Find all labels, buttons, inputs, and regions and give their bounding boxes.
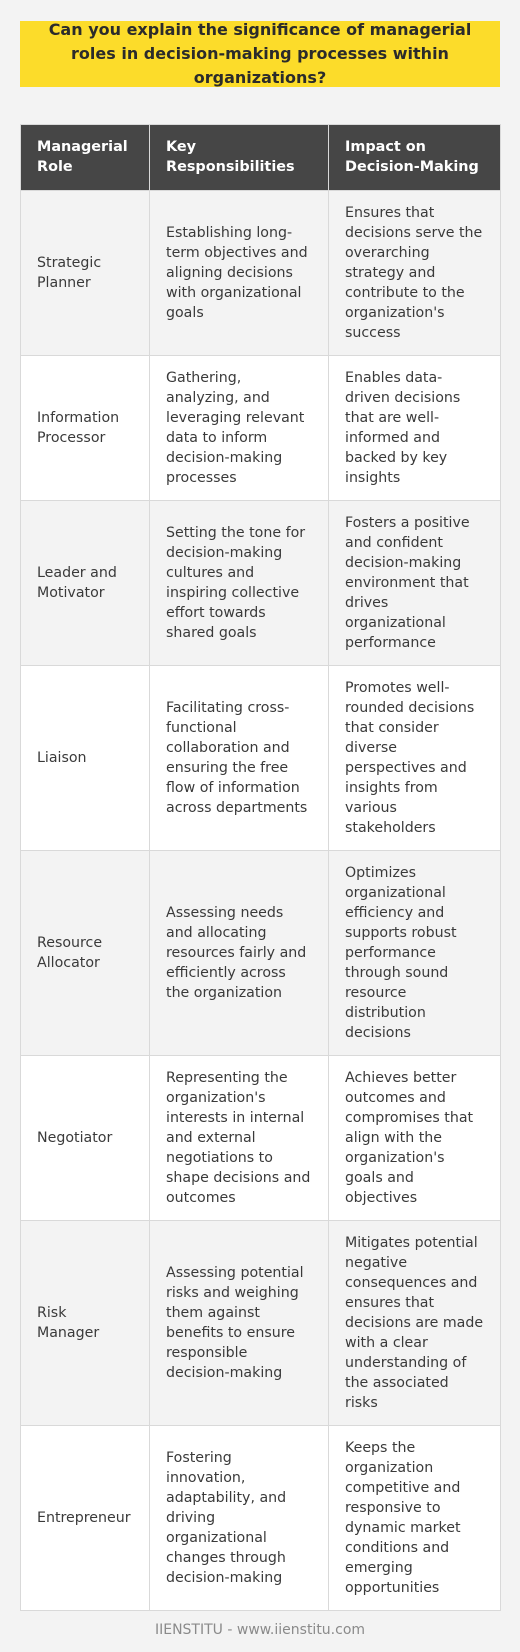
table-row — [21, 851, 501, 1056]
role-cell: Liaison — [21, 666, 150, 851]
responsibilities-cell: Setting the tone for decision-making cultures and inspiring collective effort towards shared goals — [150, 501, 329, 666]
role-cell: Leader and Motivator — [21, 501, 150, 666]
managerial-roles-table — [20, 124, 501, 1611]
role-cell: Resource Allocator — [21, 851, 150, 1056]
impact-cell: Mitigates potential negative consequences and ensures that decisions are made with a clear understanding of the associated risks — [329, 1221, 501, 1426]
table-row — [21, 191, 501, 356]
page-title: Can you explain the significance of managerial roles in decision-making processes within organizations? — [48, 20, 472, 87]
header-key-responsibilities: Key Responsibilities — [150, 125, 329, 191]
table-header-row — [21, 125, 501, 191]
impact-cell: Promotes well-rounded decisions that consider diverse perspectives and insights from various stakeholders — [329, 666, 501, 851]
impact-cell: Ensures that decisions serve the overarching strategy and contribute to the organization's success — [329, 191, 501, 356]
table-row — [21, 356, 501, 501]
impact-cell: Keeps the organization competitive and responsive to dynamic market conditions and emerging opportunities — [329, 1426, 501, 1611]
title-banner — [20, 21, 500, 87]
responsibilities-cell: Gathering, analyzing, and leveraging relevant data to inform decision-making processes — [150, 356, 329, 501]
table-row — [21, 1426, 501, 1611]
responsibilities-cell: Facilitating cross-functional collaboration and ensuring the free flow of information across departments — [150, 666, 329, 851]
table-row — [21, 501, 501, 666]
role-cell: Information Processor — [21, 356, 150, 501]
impact-cell: Enables data-driven decisions that are well-informed and backed by key insights — [329, 356, 501, 501]
table-row — [21, 666, 501, 851]
footer-credit: IIENSTITU - www.iienstitu.com — [154, 1622, 366, 1638]
header-impact: Impact on Decision-Making — [329, 125, 501, 191]
table-row — [21, 1056, 501, 1221]
role-cell: Risk Manager — [21, 1221, 150, 1426]
header-managerial-role: Managerial Role — [21, 125, 150, 191]
impact-cell: Achieves better outcomes and compromises that align with the organization's goals and objectives — [329, 1056, 501, 1221]
responsibilities-cell: Establishing long-term objectives and aligning decisions with organizational goals — [150, 191, 329, 356]
responsibilities-cell: Assessing needs and allocating resources fairly and efficiently across the organization — [150, 851, 329, 1056]
role-cell: Strategic Planner — [21, 191, 150, 356]
table-row — [21, 1221, 501, 1426]
responsibilities-cell: Assessing potential risks and weighing them against benefits to ensure responsible decision-making — [150, 1221, 329, 1426]
role-cell: Negotiator — [21, 1056, 150, 1221]
responsibilities-cell: Fostering innovation, adaptability, and driving organizational changes through decision-making — [150, 1426, 329, 1611]
impact-cell: Optimizes organizational efficiency and supports robust performance through sound resource distribution decisions — [329, 851, 501, 1056]
responsibilities-cell: Representing the organization's interests in internal and external negotiations to shape decisions and outcomes — [150, 1056, 329, 1221]
impact-cell: Fosters a positive and confident decision-making environment that drives organizational performance — [329, 501, 501, 666]
role-cell: Entrepreneur — [21, 1426, 150, 1611]
